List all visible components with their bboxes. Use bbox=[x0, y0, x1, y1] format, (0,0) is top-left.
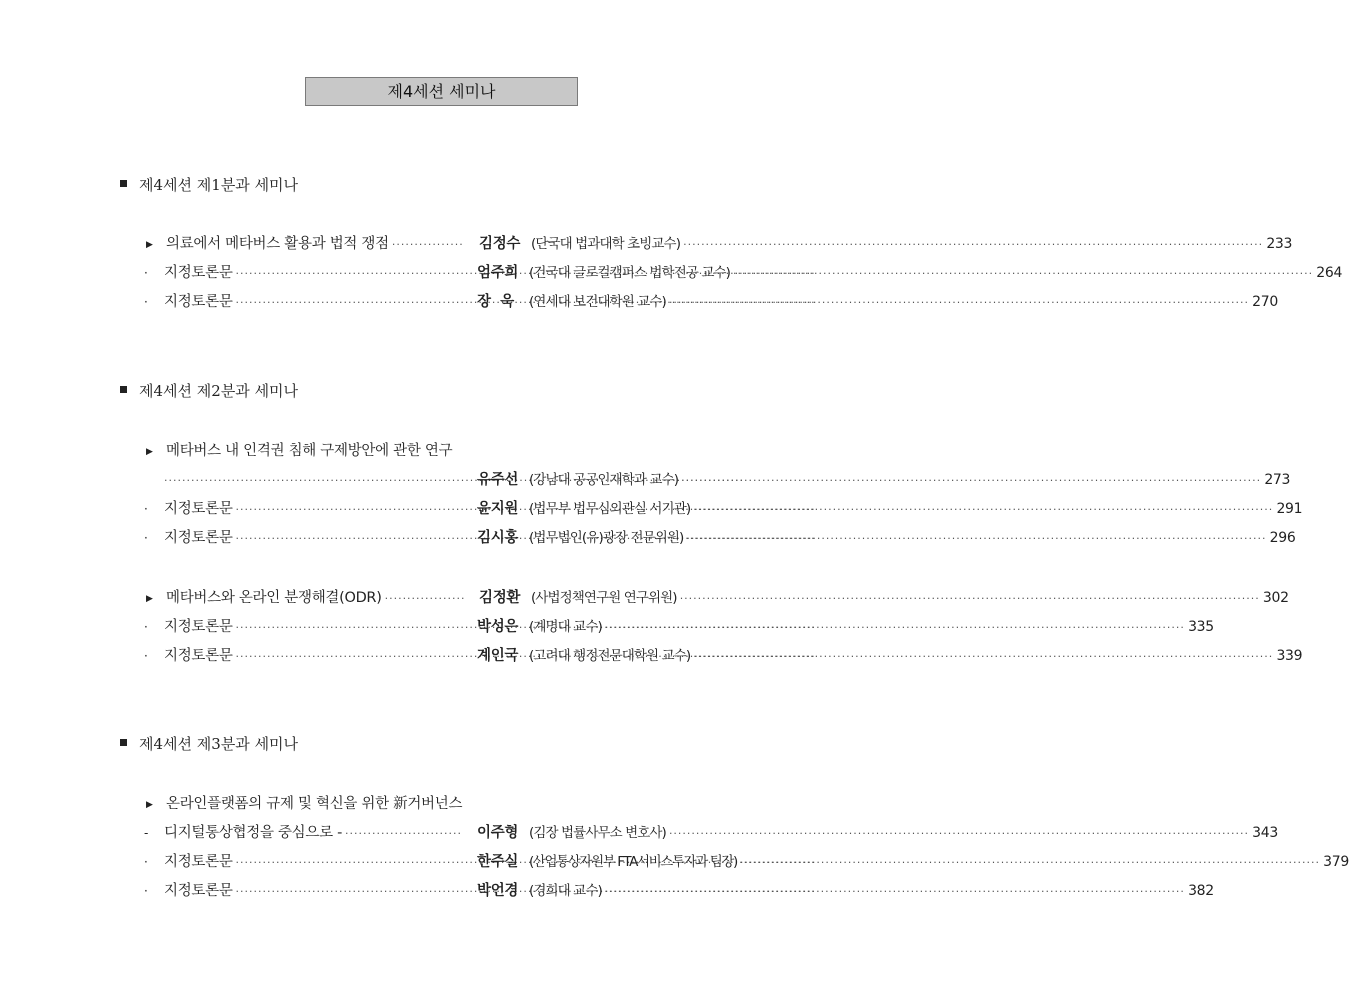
page-number: 273 bbox=[1264, 472, 1291, 488]
author-affiliation: (연세대 보건대학원 교수) bbox=[529, 294, 666, 310]
author-name: 계인국 bbox=[477, 648, 519, 664]
author-name: 김시홍 bbox=[477, 530, 519, 546]
author-affiliation: (사법정책연구원 연구위원) bbox=[531, 590, 677, 606]
dot-leader bbox=[680, 588, 1260, 610]
toc-entry-topic[interactable]: ▶ 의료에서 메타버스 활용과 법적 쟁점 ····· 김정수 (단국대 법과대학 초빙교수) ····· 233 bbox=[142, 233, 764, 255]
author-name: 김정수 bbox=[479, 236, 521, 252]
triangle-bullet-icon: ▶ bbox=[146, 240, 153, 250]
page-number: 270 bbox=[1252, 294, 1278, 310]
toc-entry-topic[interactable] bbox=[142, 469, 1291, 491]
dot-bullet-icon: · bbox=[144, 266, 148, 280]
dot-bullet-icon: · bbox=[144, 649, 148, 663]
toc-entry-topic[interactable]: ▶ 메타버스와 온라인 분쟁해결(ODR) ····· 김정환 (사법정책연구원 연구위원) ····· 302 bbox=[142, 587, 764, 609]
dot-bullet-icon: · bbox=[144, 855, 148, 869]
dot-bullet-icon: · bbox=[144, 295, 148, 309]
dot-leader bbox=[385, 588, 464, 610]
page-number: 379 bbox=[1323, 854, 1349, 870]
dot-leader bbox=[683, 234, 1263, 256]
author-name: 김정환 bbox=[479, 590, 521, 606]
dot-leader bbox=[669, 292, 1249, 314]
author-affiliation: (법무부 법무심의관실 서기관) bbox=[529, 501, 691, 517]
author-affiliation: (고려대 행정전문대학원 교수) bbox=[529, 648, 691, 664]
page-number: 291 bbox=[1276, 501, 1303, 517]
dot-leader bbox=[740, 852, 1320, 874]
author-name: 엄주희 bbox=[477, 265, 519, 281]
page-number: 302 bbox=[1262, 590, 1289, 606]
section-heading-2: 제4세션 제2분과 세미나 bbox=[120, 381, 298, 401]
author-affiliation: (산업통상자원부 FTA서비스투자과 팀장) bbox=[529, 854, 737, 870]
author-affiliation: (김장 법률사무소 변호사) bbox=[529, 825, 666, 841]
dot-bullet-icon: · bbox=[144, 502, 148, 516]
author-affiliation: (계명대 교수) bbox=[529, 619, 602, 635]
triangle-bullet-icon: ▶ bbox=[146, 594, 153, 604]
toc-entry-discussant[interactable]: · 지정토론문 ····· 박성은 (계명대 교수) ····· 335 bbox=[142, 616, 764, 638]
page-number: 233 bbox=[1266, 236, 1293, 252]
dot-leader bbox=[733, 263, 1313, 285]
page-number: 382 bbox=[1188, 883, 1214, 899]
author-name: 한주실 bbox=[477, 854, 519, 870]
page-number: 296 bbox=[1269, 530, 1296, 546]
dot-bullet-icon: · bbox=[144, 620, 148, 634]
author-affiliation: (건국대 글로컬캠퍼스 법학전공 교수) bbox=[529, 265, 731, 281]
page-number: 339 bbox=[1276, 648, 1303, 664]
toc-topic-title[interactable]: ▶ 온라인플랫폼의 규제 및 혁신을 위한 新거버넌스 bbox=[142, 793, 462, 817]
section-heading-1: 제4세션 제1분과 세미나 bbox=[120, 175, 298, 195]
dot-leader bbox=[392, 234, 464, 256]
page-number: 343 bbox=[1252, 825, 1278, 841]
author-affiliation: (법무법인(유)광장 전문위원) bbox=[529, 530, 684, 546]
author-name: 이주형 bbox=[477, 825, 519, 841]
dot-leader bbox=[686, 528, 1266, 550]
dot-bullet-icon: · bbox=[144, 884, 148, 898]
dot-leader bbox=[669, 823, 1249, 845]
author-affiliation: (경희대 교수) bbox=[529, 883, 602, 899]
dot-leader bbox=[693, 646, 1273, 668]
square-bullet-icon bbox=[120, 180, 127, 187]
page-number: 335 bbox=[1188, 619, 1214, 635]
square-bullet-icon bbox=[120, 739, 127, 746]
toc-entry-discussant[interactable]: · 지정토론문 ····· 김시홍 (법무법인(유)광장 전문위원) ····· 296 bbox=[142, 527, 764, 549]
dot-leader bbox=[681, 470, 1261, 492]
toc-entry-discussant[interactable]: · 지정토론문 ····· 박언경 (경희대 교수) ····· 382 bbox=[142, 880, 764, 902]
author-name: 박언경 bbox=[477, 883, 519, 899]
author-affiliation: (단국대 법과대학 초빙교수) bbox=[531, 236, 681, 252]
author-name: 윤지원 bbox=[477, 501, 519, 517]
toc-entry-discussant[interactable]: · 지정토론문 ····· 한주실 (산업통상자원부 FTA서비스투자과 팀장) ····· 379 bbox=[142, 851, 764, 873]
toc-entry-discussant[interactable]: · 지정토론문 ····· 엄주희 (건국대 글로컬캠퍼스 법학전공 교수) ····· 264 bbox=[142, 262, 764, 284]
toc-entry-discussant[interactable]: · 지정토론문 ····· 윤지원 (법무부 법무심의관실 서기관) ····· 291 bbox=[142, 498, 764, 520]
triangle-bullet-icon: ▶ bbox=[146, 447, 153, 457]
square-bullet-icon bbox=[120, 386, 127, 393]
toc-entry-topic[interactable]: - 디지털통상협정을 중심으로 - ····· 이주형 (김장 법률사무소 변호사) ····· 343 bbox=[142, 822, 764, 844]
dot-leader bbox=[605, 881, 1185, 903]
author-name: 장 욱 bbox=[477, 294, 514, 310]
section-heading-3: 제4세션 제3분과 세미나 bbox=[120, 734, 298, 754]
dash-bullet-icon: - bbox=[144, 826, 149, 840]
page-number: 264 bbox=[1316, 265, 1343, 281]
author-name: 유주선 bbox=[477, 472, 519, 488]
toc-entry-discussant[interactable]: · 지정토론문 ····· 장 욱 (연세대 보건대학원 교수) ····· 270 bbox=[142, 291, 764, 313]
toc-entry-discussant[interactable]: · 지정토론문 ····· 계인국 (고려대 행정전문대학원 교수) ····· 339 bbox=[142, 645, 764, 667]
dot-leader bbox=[345, 823, 462, 845]
page-title: 제4세션 세미나 bbox=[305, 77, 578, 106]
toc-topic-title[interactable]: ▶ 메타버스 내 인격권 침해 구제방안에 관한 연구 bbox=[142, 440, 452, 464]
author-affiliation: (강남대 공공인재학과 교수) bbox=[529, 472, 679, 488]
dot-leader bbox=[605, 617, 1185, 639]
triangle-bullet-icon: ▶ bbox=[146, 800, 153, 810]
author-name: 박성은 bbox=[477, 619, 519, 635]
dot-leader bbox=[693, 499, 1273, 521]
dot-bullet-icon: · bbox=[144, 531, 148, 545]
